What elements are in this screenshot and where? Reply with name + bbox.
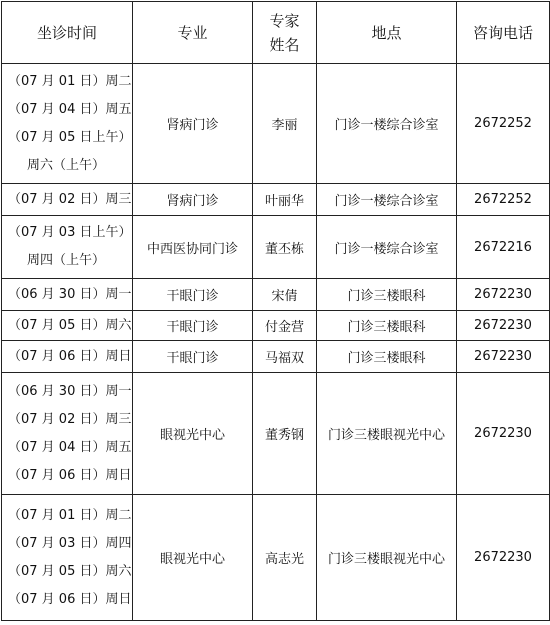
location-cell: 门诊三楼眼视光中心 bbox=[317, 373, 457, 495]
time-line: （07 月 06 日）周日 bbox=[8, 348, 132, 364]
table-row bbox=[2, 64, 550, 184]
header-expert bbox=[253, 2, 317, 64]
header-phone: 咨询电话 bbox=[457, 2, 550, 64]
expert-cell: 叶丽华 bbox=[253, 184, 317, 216]
phone-cell: 2672230 bbox=[457, 373, 550, 495]
time-line: （06 月 30 日）周一 bbox=[8, 286, 132, 302]
expert-cell: 付金营 bbox=[253, 311, 317, 341]
expert-cell: 董秀钢 bbox=[253, 373, 317, 495]
table-row bbox=[2, 184, 550, 216]
phone-cell: 2672230 bbox=[457, 495, 550, 621]
location-cell: 门诊三楼眼视光中心 bbox=[317, 495, 457, 621]
specialty-cell: 干眼门诊 bbox=[133, 311, 253, 341]
clinic-schedule-table bbox=[1, 1, 550, 621]
time-cell bbox=[2, 216, 133, 279]
table-header-row bbox=[2, 2, 550, 64]
specialty-cell: 肾病门诊 bbox=[133, 64, 253, 184]
location-cell: 门诊一楼综合诊室 bbox=[317, 216, 457, 279]
time-line: （07 月 04 日）周五 bbox=[8, 439, 132, 455]
time-cell bbox=[2, 373, 133, 495]
specialty-cell: 眼视光中心 bbox=[133, 373, 253, 495]
location-cell: 门诊三楼眼科 bbox=[317, 311, 457, 341]
phone-cell: 2672230 bbox=[457, 279, 550, 311]
time-cell bbox=[2, 64, 133, 184]
time-line: （07 月 03 日上午） bbox=[8, 225, 132, 240]
time-line: （06 月 30 日）周一 bbox=[8, 383, 132, 399]
phone-cell: 2672252 bbox=[457, 184, 550, 216]
time-line: （07 月 02 日）周三 bbox=[8, 411, 132, 427]
specialty-cell: 干眼门诊 bbox=[133, 341, 253, 373]
expert-cell: 马福双 bbox=[253, 341, 317, 373]
time-line: 周四（上午） bbox=[26, 253, 105, 268]
time-line: 周六（上午） bbox=[26, 157, 105, 173]
header-expert-line2: 姓名 bbox=[269, 35, 300, 54]
time-line: （07 月 01 日）周二 bbox=[8, 507, 132, 523]
header-location: 地点 bbox=[317, 2, 457, 64]
time-line: （07 月 05 日）周六 bbox=[8, 563, 132, 579]
phone-cell: 2672230 bbox=[457, 311, 550, 341]
time-line: （07 月 01 日）周二 bbox=[8, 73, 132, 89]
location-cell: 门诊一楼综合诊室 bbox=[317, 184, 457, 216]
time-line: （07 月 02 日）周三 bbox=[8, 191, 132, 207]
table-row bbox=[2, 373, 550, 495]
time-cell bbox=[2, 341, 133, 373]
table-row bbox=[2, 495, 550, 621]
expert-cell: 李丽 bbox=[253, 64, 317, 184]
specialty-cell: 眼视光中心 bbox=[133, 495, 253, 621]
location-cell: 门诊一楼综合诊室 bbox=[317, 64, 457, 184]
location-cell: 门诊三楼眼科 bbox=[317, 341, 457, 373]
time-line: （07 月 05 日上午） bbox=[8, 129, 132, 145]
expert-cell: 董丕栋 bbox=[253, 216, 317, 279]
specialty-cell: 肾病门诊 bbox=[133, 184, 253, 216]
time-cell bbox=[2, 184, 133, 216]
table-row bbox=[2, 311, 550, 341]
phone-cell: 2672252 bbox=[457, 64, 550, 184]
time-line: （07 月 06 日）周日 bbox=[8, 591, 132, 607]
expert-cell: 宋倩 bbox=[253, 279, 317, 311]
table-row bbox=[2, 279, 550, 311]
location-cell: 门诊三楼眼科 bbox=[317, 279, 457, 311]
specialty-cell: 中西医协同门诊 bbox=[133, 216, 253, 279]
header-specialty: 专业 bbox=[133, 2, 253, 64]
time-cell bbox=[2, 495, 133, 621]
time-line: （07 月 05 日）周六 bbox=[8, 317, 132, 333]
expert-cell: 高志光 bbox=[253, 495, 317, 621]
table-row bbox=[2, 341, 550, 373]
table-row bbox=[2, 216, 550, 279]
time-line: （07 月 04 日）周五 bbox=[8, 101, 132, 117]
time-cell bbox=[2, 279, 133, 311]
header-expert-line1: 专家 bbox=[269, 11, 300, 30]
time-line: （07 月 06 日）周日 bbox=[8, 467, 132, 483]
header-time: 坐诊时间 bbox=[2, 2, 133, 64]
phone-cell: 2672230 bbox=[457, 341, 550, 373]
table-body bbox=[2, 64, 550, 621]
time-line: （07 月 03 日）周四 bbox=[8, 535, 132, 551]
specialty-cell: 干眼门诊 bbox=[133, 279, 253, 311]
phone-cell: 2672216 bbox=[457, 216, 550, 279]
time-cell bbox=[2, 311, 133, 341]
